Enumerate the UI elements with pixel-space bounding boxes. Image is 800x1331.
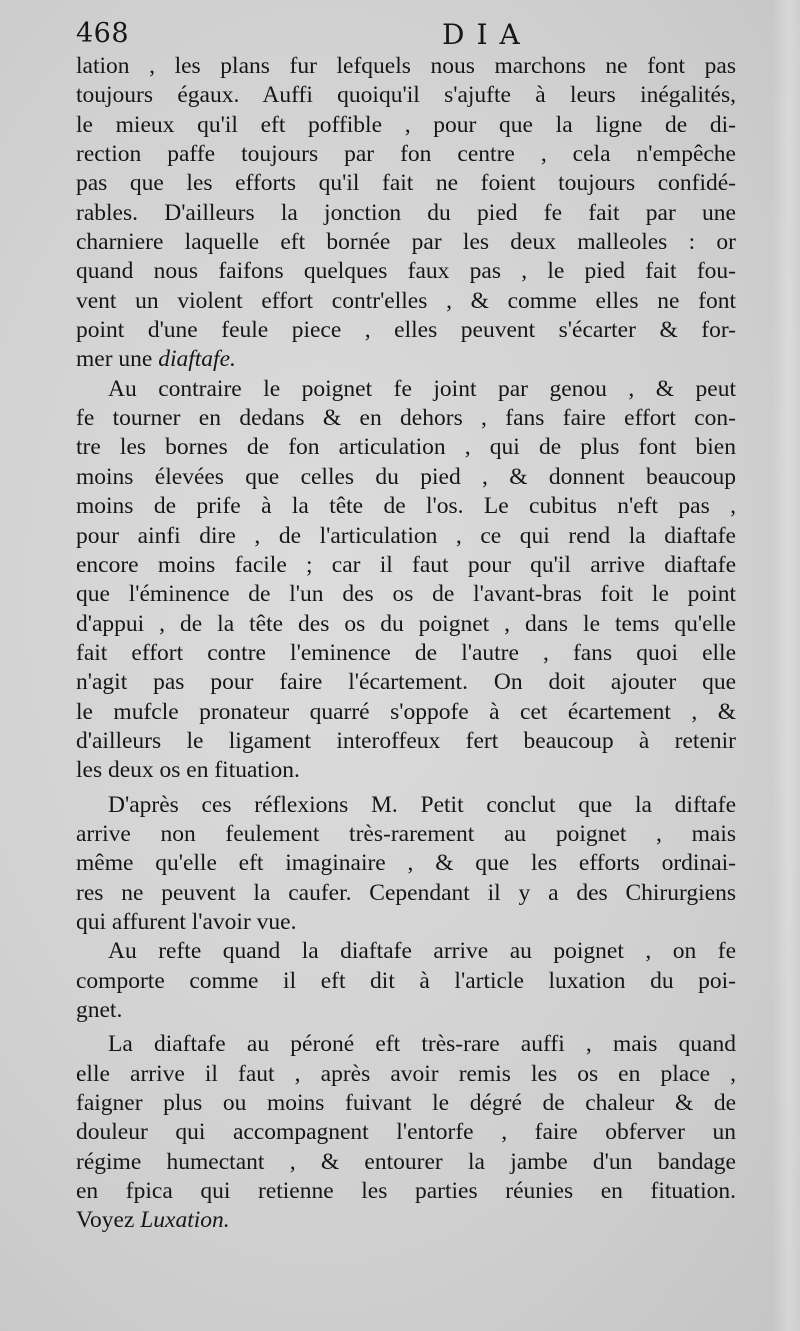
text-line: les deux os en fituation. <box>76 757 300 784</box>
text-line: en fpica qui retienne les parties réunies en fituation. <box>76 1178 736 1205</box>
text-line: faigner plus ou moins fuivant le dégré de chaleur & de <box>76 1090 736 1117</box>
text-line: mer une diaftafe. <box>76 346 236 373</box>
text-line: qui affurent l'avoir vue. <box>76 908 297 935</box>
text-line: tre les bornes de fon articulation , qui de plus font bien <box>76 434 736 461</box>
text-line: le mufcle pronateur quarré s'oppofe à cet écartement , & <box>76 698 736 725</box>
text-line: charniere laquelle eft bornée par les deux malleoles : or <box>76 229 736 256</box>
text-line: elle arrive il faut , après avoir remis les os en place , <box>76 1060 736 1087</box>
body-text <box>76 52 736 1236</box>
text-line: moins de prife à la tête de l'os. Le cubitus n'eft pas , <box>76 493 736 520</box>
text-line: gnet. <box>76 997 123 1023</box>
page-header <box>76 18 736 54</box>
italic-term: Luxation. <box>140 1207 230 1234</box>
text-line: arrive non feulement très-rarement au poignet , mais <box>76 820 736 847</box>
text-line: moins élevées que celles du pied , & donnent beaucoup <box>76 463 736 490</box>
text-line: d'appui , de la tête des os du poignet , dans le tems qu'elle <box>76 610 736 637</box>
text-line: res ne peuvent la caufer. Cependant il y a des Chirurgiens <box>76 879 736 906</box>
text-line: le mieux qu'il eft poffible , pour que la ligne de di- <box>76 111 736 138</box>
page-edge-shadow <box>772 0 800 1331</box>
text-line: rables. D'ailleurs la jonction du pied fe fait par une <box>76 199 736 226</box>
text-line: toujours égaux. Auffi quoiqu'il s'ajufte à leurs inégalités, <box>76 82 736 109</box>
text-line: pour ainfi dire , de l'articulation , ce qui rend la diaftafe <box>76 522 736 549</box>
text-line: D'après ces réflexions M. Petit conclut que la diftafe <box>108 791 736 818</box>
text-line: encore moins facile ; car il faut pour qu'il arrive diaftafe <box>76 551 736 578</box>
running-head: DIA <box>442 18 532 51</box>
text-line: douleur qui accompagnent l'entorfe , faire obferver un <box>76 1119 736 1146</box>
text-line: lation , les plans fur lefquels nous marchons ne font pas <box>76 53 736 79</box>
text-line: fe tourner en dedans & en dehors , fans faire effort con- <box>76 405 736 432</box>
page-number: 468 <box>76 18 130 49</box>
text-line: Voyez Luxation. <box>76 1207 230 1234</box>
italic-term: diaftafe. <box>158 346 236 373</box>
text-line: comporte comme il eft dit à l'article luxation du poi- <box>76 967 736 994</box>
text-line: rection paffe toujours par fon centre , cela n'empêche <box>76 141 736 168</box>
text-line: point d'une feule piece , elles peuvent s'écarter & for- <box>76 317 736 344</box>
text-line: fait effort contre l'eminence de l'autre , fans quoi elle <box>76 639 736 666</box>
text-line: pas que les efforts qu'il fait ne foient toujours confidé- <box>76 170 736 197</box>
text-line: vent un violent effort contr'elles , & comme elles ne font <box>76 287 736 314</box>
text-line: régime humectant , & entourer la jambe d'un bandage <box>76 1148 736 1175</box>
text-line: La diaftafe au péroné eft très-rare auffi , mais quand <box>108 1031 736 1058</box>
text-line: Au contraire le poignet fe joint par genou , & peut <box>108 375 736 402</box>
text-line: quand nous faifons quelques faux pas , le pied fait fou- <box>76 258 736 285</box>
text-line: que l'éminence de l'un des os de l'avant-bras foit le point <box>76 581 736 608</box>
text-line: même qu'elle eft imaginaire , & que les efforts ordinai- <box>76 850 736 877</box>
text-line: d'ailleurs le ligament interoffeux fert beaucoup à retenir <box>76 727 736 754</box>
text-line: n'agit pas pour faire l'écartement. On doit ajouter que <box>76 669 736 696</box>
text-line: Au refte quand la diaftafe arrive au poignet , on fe <box>108 938 736 965</box>
